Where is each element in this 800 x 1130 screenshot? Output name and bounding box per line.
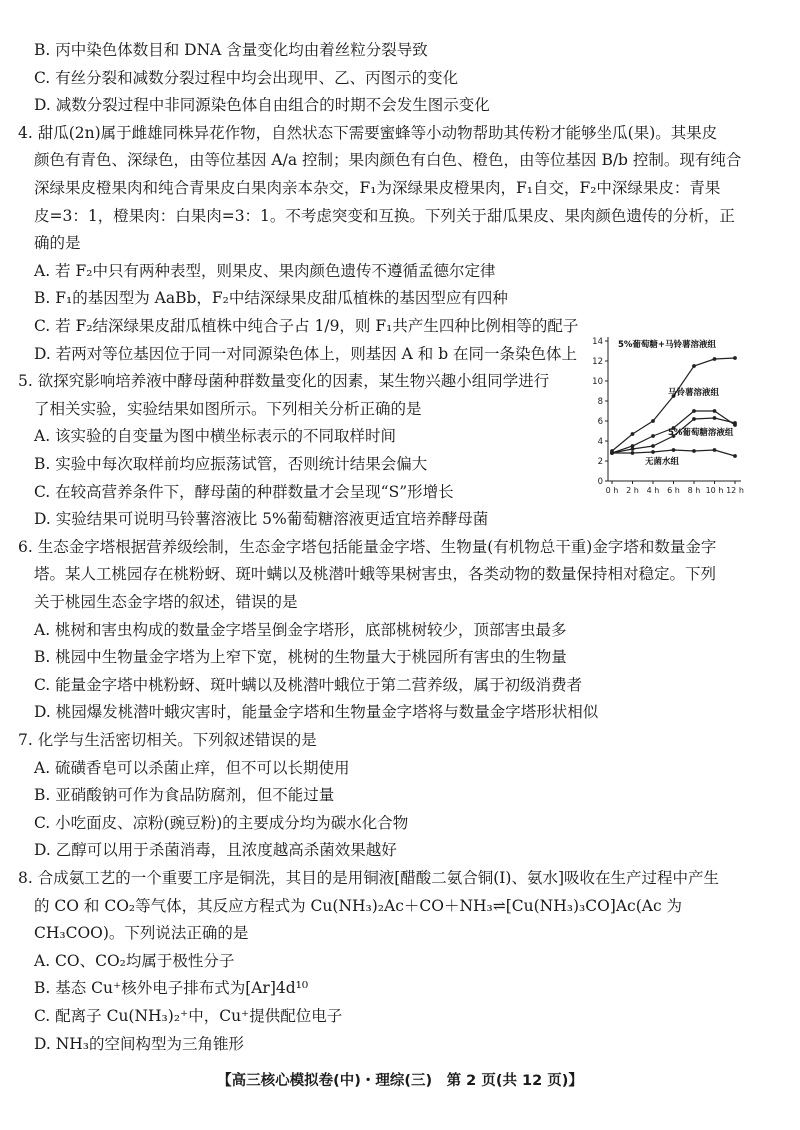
y-tick-label: 2 xyxy=(597,457,603,468)
q4-stem-line5: 确的是 xyxy=(34,234,81,253)
q4-option-b: B. F₁的基因型为 AaBb，F₂中结深绿果皮甜瓜植株的基因型应有四种 xyxy=(34,289,508,308)
data-point xyxy=(733,454,737,458)
data-point xyxy=(692,449,696,453)
data-point xyxy=(651,419,655,423)
q6-option-c: C. 能量金字塔中桃粉蚜、斑叶螨以及桃潜叶蛾位于第二营养级，属于初级消费者 xyxy=(34,675,583,694)
q3-option-b: B. 丙中染色体数目和 DNA 含量变化均由着丝粒分裂导致 xyxy=(34,41,428,59)
data-point xyxy=(713,448,717,452)
y-tick-label: 6 xyxy=(597,417,603,428)
q5-stem-line1: 5. 欲探究影响培养液中酵母菌种群数量变化的因素，某生物兴趣小组同学进行 xyxy=(18,372,550,391)
x-tick-label: 4 h xyxy=(646,486,660,496)
q7-option-c: C. 小吃面皮、凉粉(豌豆粉)的主要成分均为碳水化合物 xyxy=(34,813,409,832)
data-point xyxy=(651,450,655,454)
q8-option-d: D. NH₃的空间构型为三角锥形 xyxy=(34,1034,245,1053)
q5-option-a: A. 该实验的自变量为图中横坐标表示的不同取样时间 xyxy=(34,427,397,446)
data-point xyxy=(651,444,655,448)
q5-stem-line2: 了相关实验，实验结果如图所示。下列相关分析正确的是 xyxy=(34,399,422,418)
y-tick-label: 8 xyxy=(597,397,603,408)
page-footer: 【高三核心模拟卷(中)・理综(三) 第 2 页(共 12 页)】 xyxy=(217,1073,583,1089)
data-point xyxy=(631,432,635,436)
series-label: 5%葡萄糖+马铃薯溶液组 xyxy=(618,340,717,351)
yeast-growth-chart-svg xyxy=(590,333,790,508)
q7-stem: 7. 化学与生活密切相关。下列叙述错误的是 xyxy=(18,731,317,749)
q4-option-c: C. 若 F₂结深绿果皮甜瓜植株中纯合子占 1/9，则 F₁共产生四种比例相等的配子 xyxy=(34,317,579,335)
y-tick-label: 10 xyxy=(592,377,603,388)
x-tick-label: 12 h xyxy=(726,486,744,496)
x-tick-label: 10 h xyxy=(705,486,724,496)
data-point xyxy=(733,421,737,425)
q8-option-c: C. 配离子 Cu(NH₃)₂⁺中，Cu⁺提供配位电子 xyxy=(34,1007,343,1025)
q4-option-a: A. 若 F₂中只有两种表型，则果皮、果肉颜色遗传不遵循孟德尔定律 xyxy=(34,261,496,280)
data-point xyxy=(713,357,717,361)
q4-option-d: D. 若两对等位基因位于同一对同源染色体上，则基因 A 和 b 在同一条染色体上 xyxy=(34,344,578,363)
q4-stem-line2: 颜色有青色、深绿色，由等位基因 A/a 控制；果肉颜色有白色、橙色，由等位基因 B/b 控制。现有纯合 xyxy=(34,151,742,170)
q8-option-b: B. 基态 Cu⁺核外电子排布式为[Ar]4d¹⁰ xyxy=(34,979,309,998)
x-tick-label: 0 h xyxy=(605,486,619,496)
data-point xyxy=(713,416,717,420)
data-point xyxy=(651,434,655,438)
q5-option-d: D. 实验结果可说明马铃薯溶液比 5%葡萄糖溶液更适宜培养酵母菌 xyxy=(34,510,489,529)
data-point xyxy=(692,417,696,421)
q7-option-d: D. 乙醇可以用于杀菌消毒，且浓度越高杀菌效果越好 xyxy=(34,841,397,860)
q7-option-b: B. 亚硝酸钠可作为食品防腐剂，但不能过量 xyxy=(34,786,335,805)
q7-option-a: A. 硫磺香皂可以杀菌止痒，但不可以长期使用 xyxy=(34,758,350,777)
q6-option-b: B. 桃园中生物量金字塔为上窄下宽，桃树的生物量大于桃园所有害虫的生物量 xyxy=(34,648,567,667)
q8-stem-line3: CH₃COO)。下列说法正确的是 xyxy=(34,924,249,943)
q4-stem-line4: 皮=3：1，橙果肉：白果肉=3：1。不考虑突变和互换。下列关于甜瓜果皮、果肉颜色遗传的分析，正 xyxy=(34,206,735,225)
series-label: 马铃薯溶液组 xyxy=(668,388,720,399)
q5-option-c: C. 在较高营养条件下，酵母菌的种群数量才会呈现“S”形增长 xyxy=(34,482,454,501)
data-point xyxy=(692,364,696,368)
data-point xyxy=(692,409,696,413)
q3-option-c: C. 有丝分裂和减数分裂过程中均会出现甲、乙、丙图示的变化 xyxy=(34,68,459,87)
series-label: 5%葡萄糖溶液组 xyxy=(668,428,734,439)
data-point xyxy=(713,409,717,413)
q6-option-a: A. 桃树和害虫构成的数量金字塔呈倒金字塔形，底部桃树较少，顶部害虫最多 xyxy=(34,620,567,639)
q6-option-d: D. 桃园爆发桃潜叶蛾灾害时，能量金字塔和生物量金字塔将与数量金字塔形状相似 xyxy=(34,703,599,722)
y-tick-label: 4 xyxy=(597,437,603,448)
q3-option-d: D. 减数分裂过程中非同源染色体自由组合的时期不会发生图示变化 xyxy=(34,96,490,115)
data-point xyxy=(733,356,737,360)
y-tick-label: 14 xyxy=(592,337,603,348)
q6-stem-line3: 关于桃园生态金字塔的叙述，错误的是 xyxy=(34,593,298,611)
q5-option-b: B. 实验中每次取样前均应振荡试管，否则统计结果会偏大 xyxy=(34,455,428,473)
q6-stem-line1: 6. 生态金字塔根据营养级绘制，生态金字塔包括能量金字塔、生物量(有机物总干重)金字塔和数量金字 xyxy=(18,537,717,556)
q4-stem-line3: 深绿果皮橙果肉和纯合青果皮白果肉亲本杂交，F₁为深绿果皮橙果肉，F₁自交，F₂中深绿果皮：青果 xyxy=(34,179,721,197)
q8-option-a: A. CO、CO₂均属于极性分子 xyxy=(34,951,235,970)
yeast-growth-chart xyxy=(590,333,790,508)
x-tick-label: 2 h xyxy=(626,486,639,496)
series-label: 无菌水组 xyxy=(645,457,680,468)
q8-stem-line1: 8. 合成氨工艺的一个重要工序是铜洗，其目的是用铜液[醋酸二氨合铜(Ⅰ)、氨水]吸收在生产过程中产生 xyxy=(18,869,720,887)
data-point xyxy=(672,448,676,452)
x-tick-label: 8 h xyxy=(687,486,701,496)
y-tick-label: 12 xyxy=(592,357,603,368)
q6-stem-line2: 塔。某人工桃园存在桃粉蚜、斑叶螨以及桃潜叶蛾等果树害虫，各类动物的数量保持相对稳定。下列 xyxy=(34,565,717,584)
x-tick-label: 6 h xyxy=(667,486,680,496)
data-point xyxy=(631,447,635,451)
q8-stem-line2: 的 CO 和 CO₂等气体，其反应方程式为 Cu(NH₃)₂Ac＋CO＋NH₃⇌[Cu(NH₃)₃CO]Ac(Ac 为 xyxy=(34,896,683,915)
data-point xyxy=(631,451,635,455)
q4-stem-line1: 4. 甜瓜(2n)属于雌雄同株异花作物，自然状态下需要蜜蜂等小动物帮助其传粉才能够坐瓜(果)。其果皮 xyxy=(18,123,718,142)
y-tick-label: 0 xyxy=(597,477,603,488)
data-point xyxy=(610,451,614,455)
